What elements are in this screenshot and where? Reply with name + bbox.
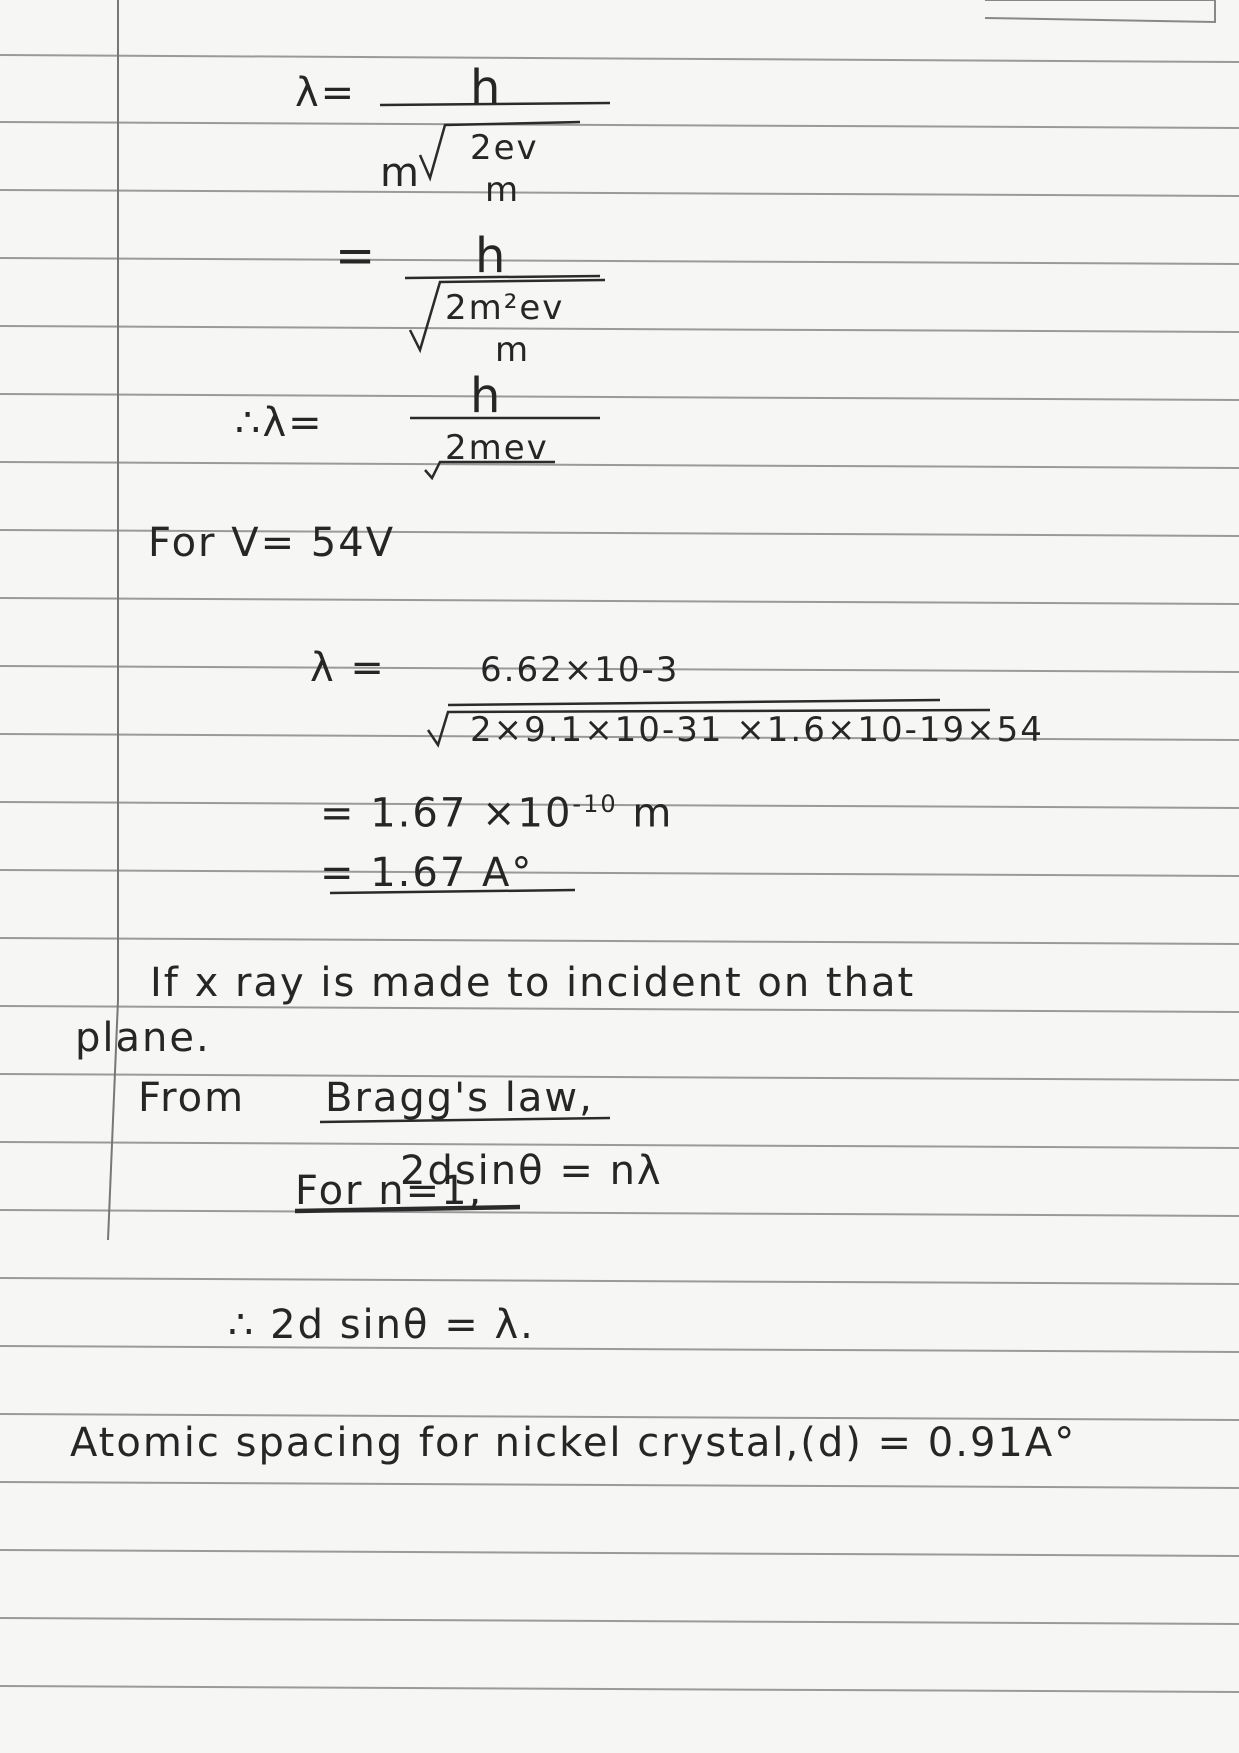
for-v-line: For V= 54V: [148, 520, 396, 566]
eq1-den-top: 2ev: [470, 128, 539, 168]
bragg-equation: 2dsinθ = nλ: [400, 1148, 663, 1194]
result-line-2: = 1.67 A°: [320, 850, 534, 896]
final-equation: ∴ 2d sinθ = λ.: [228, 1302, 535, 1348]
eq1-den-bottom: m: [485, 170, 521, 210]
for-n-line: For n=1,: [295, 1168, 484, 1214]
xray-line: If x ray is made to incident on that: [150, 960, 916, 1006]
lambda-denominator: 2×9.1×10-31 ×1.6×10-19×54: [470, 710, 1044, 750]
eq1-numerator: h: [470, 60, 503, 116]
lambda-lhs: λ =: [310, 645, 386, 691]
plane-text: plane.: [75, 1015, 211, 1061]
result-1-exponent: -10: [572, 790, 618, 818]
lambda-numerator: 6.62×10-3: [480, 650, 680, 690]
eq3-lhs: ∴λ=: [235, 400, 324, 446]
result-1-unit: m: [632, 790, 674, 837]
eq3-numerator: h: [470, 368, 503, 424]
eq2-den-bottom: m: [495, 330, 531, 370]
result-line-1: [320, 790, 673, 836]
eq1-lhs: λ=: [295, 70, 357, 116]
eq2-lhs: =: [335, 228, 378, 284]
from-text: From: [138, 1075, 246, 1121]
bragg-law-heading: Bragg's law,: [325, 1075, 594, 1121]
atomic-spacing-line: Atomic spacing for nickel crystal,(d) = 0.91A°: [70, 1420, 1077, 1466]
eq2-numerator: h: [475, 228, 508, 284]
eq1-den-m: m: [380, 150, 421, 196]
eq3-denominator: 2mev: [445, 428, 549, 468]
result-1-value: = 1.67 ×10: [320, 790, 573, 837]
eq2-den-top: 2m²ev: [445, 288, 565, 328]
